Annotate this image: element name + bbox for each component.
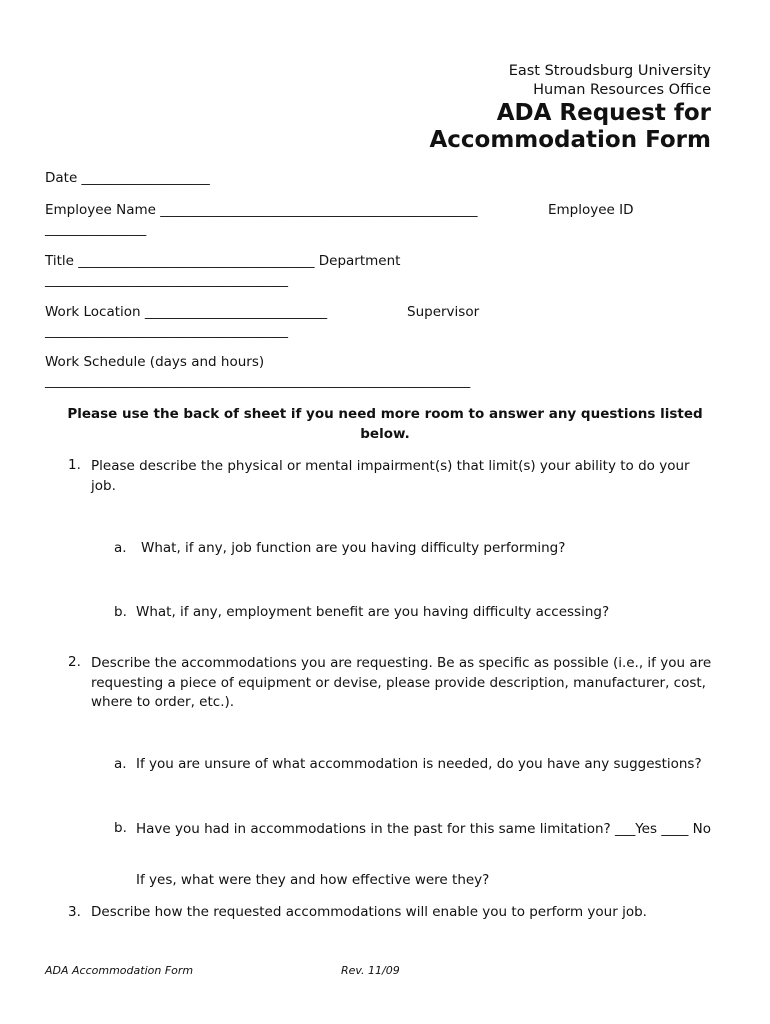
- instructions-note: Please use the back of sheet if you need more room to answer any questions listed below.: [67, 406, 703, 442]
- footer-form-name: ADA Accommodation Form: [45, 964, 194, 977]
- footer-revision: Rev. 11/09: [341, 964, 400, 977]
- work-schedule-label: Work Schedule (days and hours): [45, 354, 265, 370]
- q1-number: 1.: [68, 457, 81, 473]
- q2b-number: b.: [114, 820, 127, 836]
- q1b-text: What, if any, employment benefit are you having difficulty accessing?: [136, 604, 610, 620]
- q1-text: Please describe the physical or mental impairment(s) that limit(s) your ability to do your job.: [91, 458, 690, 494]
- employee-id-field[interactable]: _______________: [45, 221, 147, 237]
- employee-name-field[interactable]: Employee Name _______________________________________________: [45, 202, 478, 218]
- q1a-number: a.: [114, 540, 127, 556]
- work-schedule-field[interactable]: _______________________________________________________________: [45, 373, 471, 389]
- q2b-follow-up: If yes, what were they and how effective were they?: [136, 872, 490, 888]
- date-field[interactable]: Date ___________________: [45, 170, 210, 186]
- q2-number: 2.: [68, 654, 81, 670]
- form-title-line-2: Accommodation Form: [429, 127, 711, 153]
- q2a-text: If you are unsure of what accommodation is needed, do you have any suggestions?: [136, 756, 702, 772]
- employee-id-label: Employee ID: [548, 202, 634, 218]
- q1a-text: What, if any, job function are you having difficulty performing?: [141, 540, 566, 556]
- office-name: Human Resources Office: [533, 82, 711, 98]
- q2b-text[interactable]: Have you had in accommodations in the past for this same limitation? ___Yes ____ No: [136, 821, 711, 837]
- q2a-number: a.: [114, 756, 127, 772]
- university-name: East Stroudsburg University: [508, 63, 711, 79]
- title-department-field[interactable]: Title ___________________________________ Department: [45, 253, 401, 269]
- work-location-field[interactable]: Work Location ___________________________: [45, 304, 328, 320]
- supervisor-field[interactable]: ____________________________________: [45, 323, 288, 339]
- form-title-line-1: ADA Request for: [496, 100, 711, 126]
- supervisor-label: Supervisor: [407, 304, 480, 320]
- q3-number: 3.: [68, 904, 81, 920]
- q3-text: Describe how the requested accommodations will enable you to perform your job.: [91, 904, 647, 920]
- department-field[interactable]: ____________________________________: [45, 272, 288, 288]
- q2-text: Describe the accommodations you are requesting. Be as specific as possible (i.e., if you are requesting a piece of equipment or devise, please provide description, manufacturer, cost, where to order, etc.).: [91, 655, 712, 710]
- q1b-number: b.: [114, 604, 127, 620]
